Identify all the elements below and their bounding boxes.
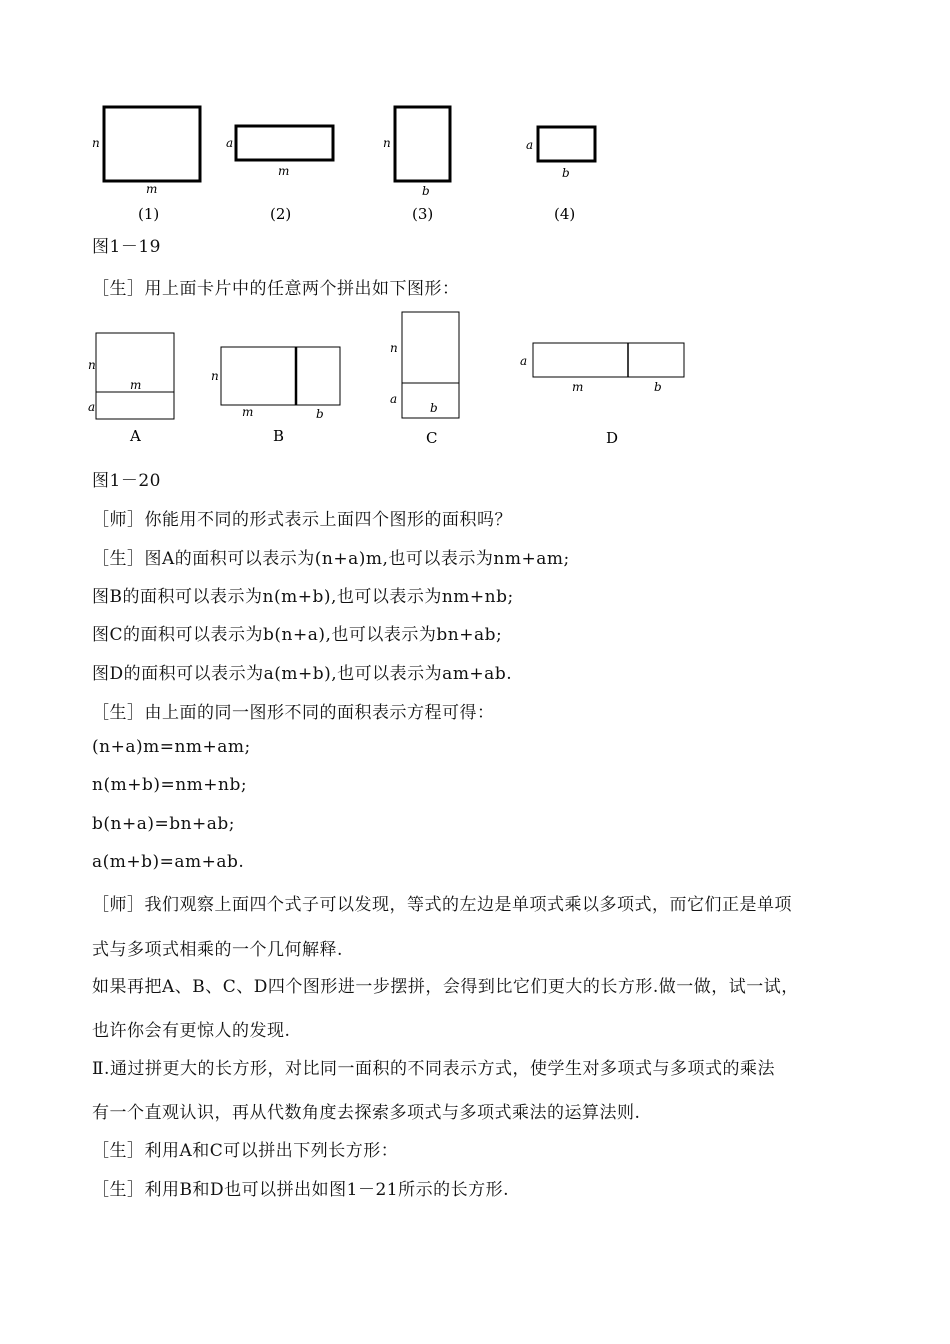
- figure-1-19: [80, 95, 620, 235]
- card-4-caption: (4): [554, 205, 576, 223]
- text-line: ［生］利用A和C可以拼出下列长方形：: [92, 1141, 399, 1161]
- text-line: Ⅱ.通过拼更大的长方形，对比同一面积的不同表示方式，使学生对多项式与多项式的乘法: [92, 1059, 775, 1079]
- card-1-bottom-label: m: [146, 182, 158, 196]
- card-2-caption: (2): [270, 205, 292, 223]
- shape-D-rect: [533, 343, 684, 377]
- equation-line: n(m+b)=nm+nb;: [92, 775, 248, 795]
- shape-A-a-label: a: [88, 400, 96, 414]
- card-4-bottom-label: b: [562, 166, 570, 180]
- equation-line: b(n+a)=bn+ab;: [92, 814, 236, 834]
- figure-1-20: [80, 305, 700, 450]
- text-line: ［生］利用B和D也可以拼出如图1－21所示的长方形.: [92, 1180, 509, 1200]
- shape-D-caption: D: [606, 429, 619, 447]
- text-line: ［师］你能用不同的形式表示上面四个图形的面积吗？: [92, 510, 512, 530]
- text-line: 如果再把A、B、C、D四个图形进一步摆拼，会得到比它们更大的长方形.做一做，试一试，: [92, 977, 799, 997]
- text-line: 式与多项式相乘的一个几何解释.: [92, 940, 343, 960]
- card-3-caption: (3): [412, 205, 434, 223]
- shape-A-m-label: m: [130, 378, 142, 392]
- shape-C-a-label: a: [390, 392, 398, 406]
- figure-1-19-title: 图1－19: [92, 237, 161, 257]
- card-3-bottom-label: b: [422, 184, 430, 198]
- shape-B-caption: B: [273, 427, 285, 445]
- card-3-side-label: n: [383, 136, 391, 150]
- card-1-rect: [104, 107, 200, 181]
- card-2-bottom-label: m: [278, 164, 290, 178]
- text-line: ［生］图A的面积可以表示为(n+a)m,也可以表示为nm+am;: [92, 549, 570, 569]
- card-2-rect: [236, 126, 333, 160]
- card-1-side-label: n: [92, 136, 100, 150]
- text-line: 图D的面积可以表示为a(m+b),也可以表示为am+ab.: [92, 664, 513, 684]
- card-4-rect: [538, 127, 595, 161]
- text-line: 图C的面积可以表示为b(n+a),也可以表示为bn+ab;: [92, 625, 503, 645]
- shape-C-b-label: b: [430, 401, 438, 415]
- shape-C-caption: C: [426, 429, 438, 447]
- card-2-side-label: a: [226, 136, 234, 150]
- text-line: ［师］我们观察上面四个式子可以发现，等式的左边是单项式乘以多项式，而它们正是单项: [92, 895, 792, 915]
- shape-D-a-label: a: [520, 354, 528, 368]
- text-line: 图B的面积可以表示为n(m+b),也可以表示为nm+nb;: [92, 587, 514, 607]
- shape-B-rect: [221, 347, 340, 405]
- shape-D-m-label: m: [572, 380, 584, 394]
- shape-B-b-label: b: [316, 407, 324, 421]
- shape-A-n-label: n: [88, 358, 96, 372]
- shape-D-b-label: b: [654, 380, 662, 394]
- card-3-rect: [395, 107, 450, 181]
- shape-B-m-label: m: [242, 405, 254, 419]
- card-4-side-label: a: [526, 138, 534, 152]
- shape-B-n-label: n: [211, 369, 219, 383]
- card-1-caption: (1): [138, 205, 160, 223]
- shape-A-rect: [96, 333, 174, 419]
- equation-line: a(m+b)=am+ab.: [92, 852, 245, 872]
- shape-A-caption: A: [130, 427, 141, 445]
- figure-1-20-title: 图1－20: [92, 471, 161, 491]
- text-line: 有一个直观认识，再从代数角度去探索多项式与多项式乘法的运算法则.: [92, 1103, 641, 1123]
- text-line: ［生］由上面的同一图形不同的面积表示方程可得：: [92, 703, 495, 723]
- equation-line: (n+a)m=nm+am;: [92, 737, 251, 757]
- text-line: 也许你会有更惊人的发现.: [92, 1021, 291, 1041]
- shape-C-n-label: n: [390, 341, 398, 355]
- student-intro-line: ［生］用上面卡片中的任意两个拼出如下图形：: [92, 279, 460, 299]
